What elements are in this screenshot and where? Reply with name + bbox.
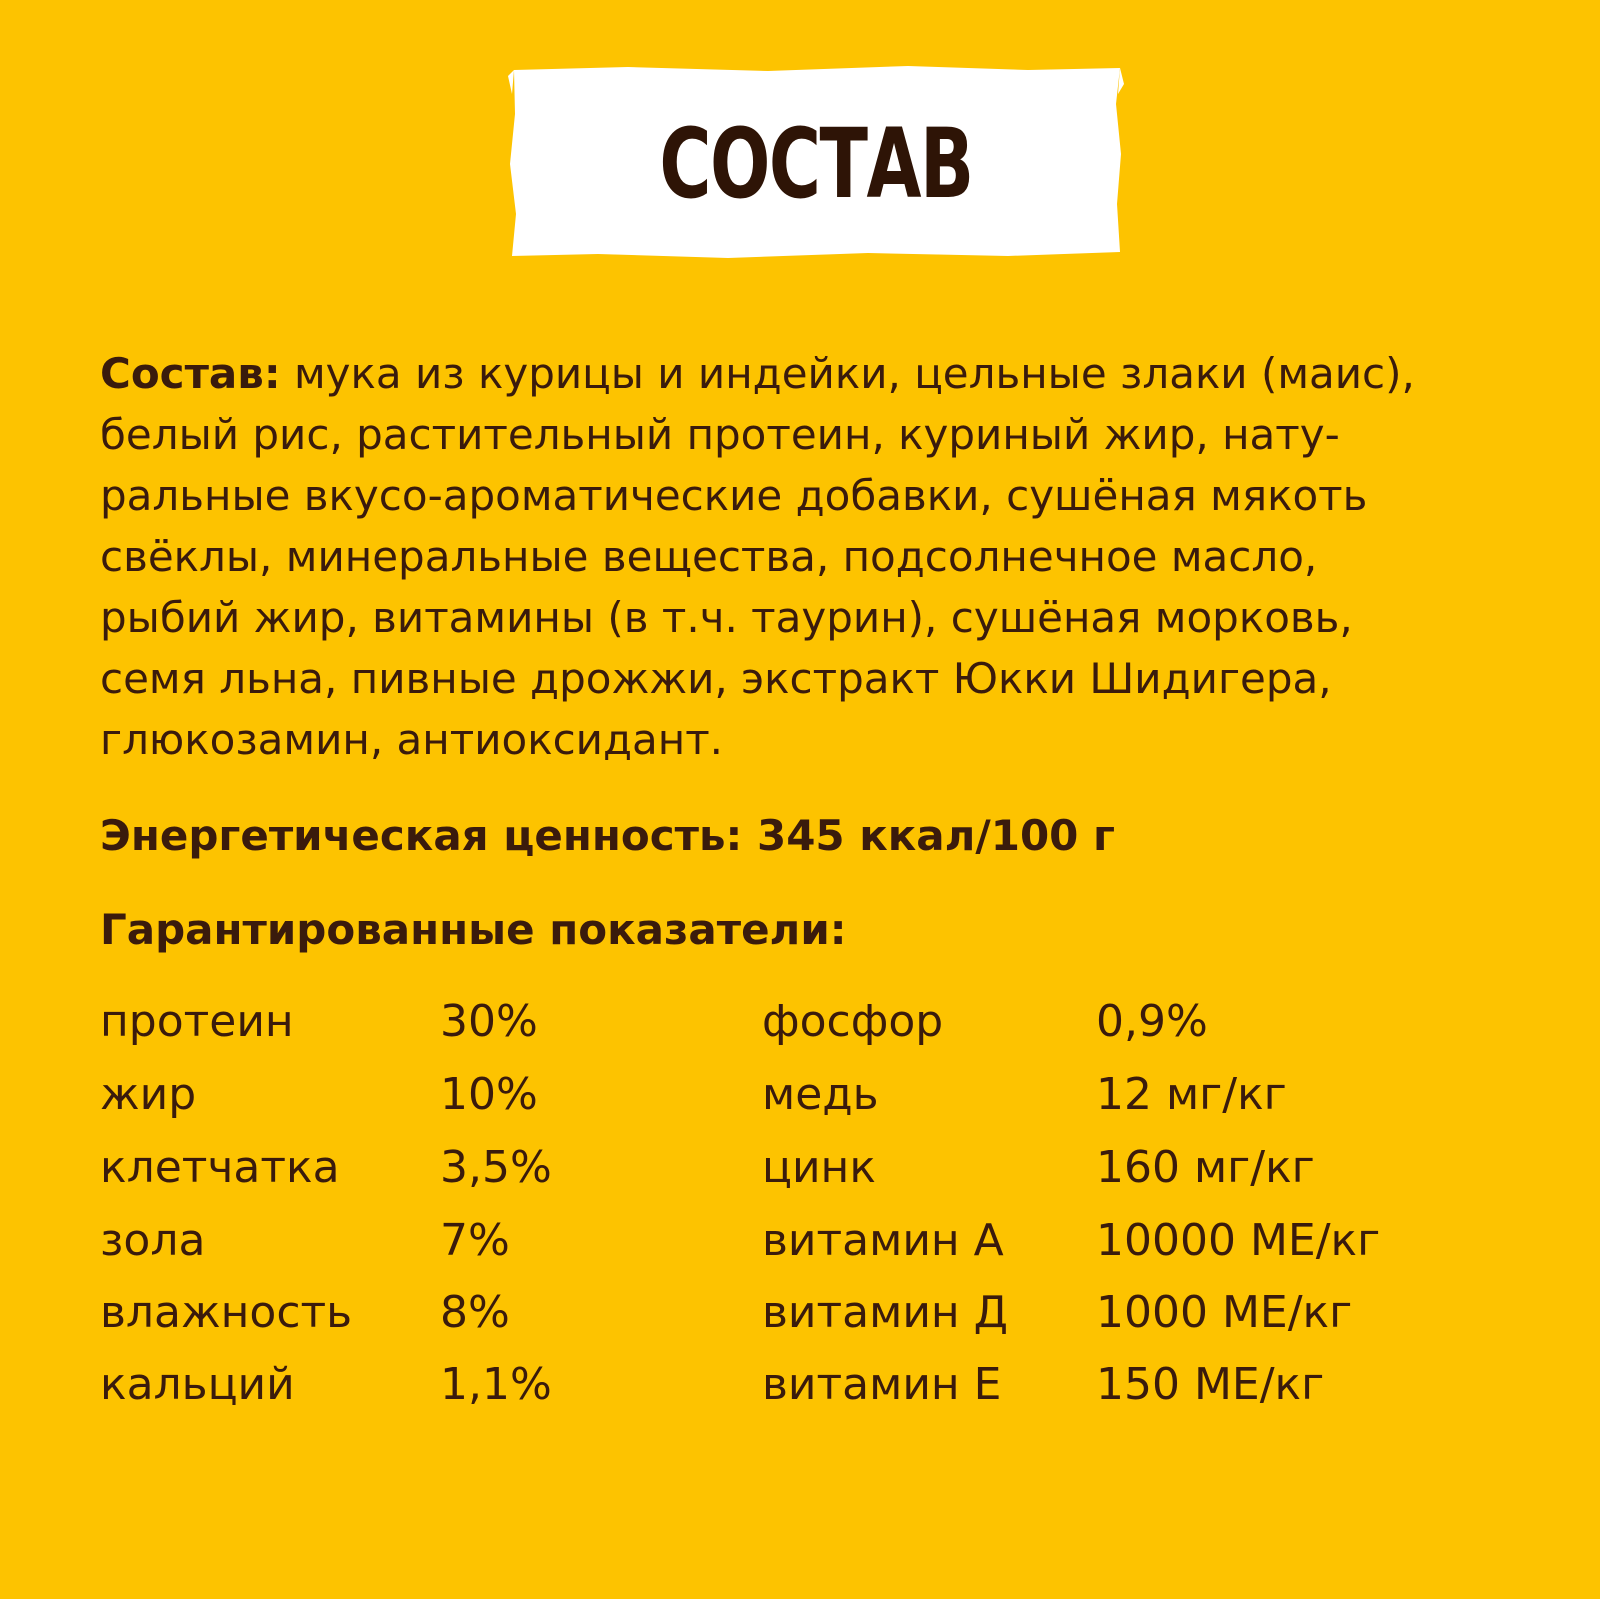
title-banner [508,64,1124,260]
composition-line-7: глюкозамин, антиоксидант. [100,715,724,764]
composition-paragraph [100,343,1520,770]
indicator-name: клетчатка [100,1142,340,1193]
indicator-name: влажность [100,1287,353,1338]
indicator-value: 7% [440,1215,510,1266]
indicator-value: 10% [440,1069,538,1120]
indicator-value: 30% [440,996,538,1047]
composition-line-4: свёклы, минеральные вещества, подсолнечное масло, [100,532,1318,581]
composition-line-2: белый рис, растительный протеин, куриный жир, нату- [100,410,1340,459]
indicator-value: 8% [440,1287,510,1338]
composition-label: Состав: [100,349,281,398]
indicator-name: витамин Д [762,1287,1009,1338]
composition-text: мука из курицы и индейки, цельные злаки (маис), [280,349,1415,398]
indicator-value: 12 мг/кг [1096,1069,1287,1120]
indicator-name: цинк [762,1142,876,1193]
indicator-name: медь [762,1069,879,1120]
indicator-name: фосфор [762,996,944,1047]
energy-value: Энергетическая ценность: 345 ккал/100 г [100,811,1115,860]
indicator-value: 10000 МЕ/кг [1096,1215,1381,1266]
indicator-name: витамин А [762,1215,1004,1266]
indicator-value: 3,5% [440,1142,552,1193]
indicator-value: 0,9% [1096,996,1208,1047]
composition-line-6: семя льна, пивные дрожжи, экстракт Юкки Шидигера, [100,654,1332,703]
indicator-name: жир [100,1069,197,1120]
indicator-name: зола [100,1215,206,1266]
indicator-name: протеин [100,996,294,1047]
indicator-value: 160 мг/кг [1096,1142,1315,1193]
composition-line-3: ральные вкусо-ароматические добавки, сушёная мякоть [100,471,1368,520]
indicator-value: 1000 МЕ/кг [1096,1287,1353,1338]
page-title: СОСТАВ [659,108,973,220]
composition-line-1 [100,343,1520,404]
guaranteed-heading: Гарантированные показатели: [100,905,847,954]
indicator-value: 1,1% [440,1359,552,1410]
indicator-value: 150 МЕ/кг [1096,1359,1325,1410]
indicator-name: витамин Е [762,1359,1002,1410]
indicator-name: кальций [100,1359,295,1410]
composition-line-5: рыбий жир, витамины (в т.ч. таурин), сушёная морковь, [100,593,1353,642]
